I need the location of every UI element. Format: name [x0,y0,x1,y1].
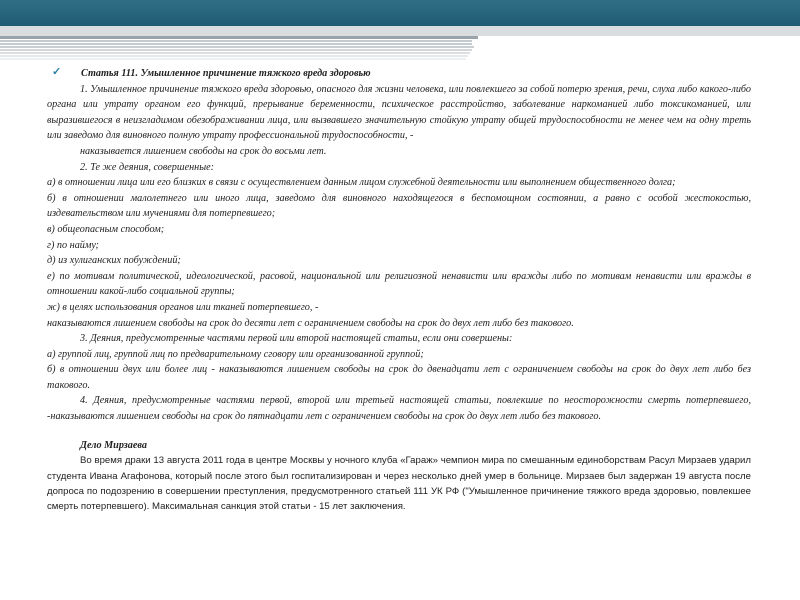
paragraph: 3. Деяния, предусмотренные частями первой или второй настоящей статьи, если они совершены: [80,333,513,345]
header-band [0,0,800,26]
paragraph: ж) в целях использования органов или тканей потерпевшего, - [47,301,319,313]
paragraph: а) в отношении лица или его близких в связи с осуществлением данным лицом служебной деятельности или выполнением общественного долга; [47,177,676,189]
case-title: Дело Мирзаева [80,439,147,451]
paragraph: а) группой лиц, группой лиц по предварительному сговору или организованной группой; [47,348,424,360]
paragraph: наказывается лишением свободы на срок до восьми лет. [80,145,327,157]
paragraph: 4. Деяния, предусмотренные частями первой, второй или третьей настоящей статьи, повлекшие по неосторожности смерть потерпевшего, -наказываются лишением свободы на срок до пятнадцати лет с ограничением свободы на срок до двух лет либо без такового. [47,395,751,423]
decorative-stripes [0,26,800,66]
paragraph: 2. Те же деяния, совершенные: [80,161,215,173]
paragraph: б) в отношении двух или более лиц - наказываются лишением свободы на срок до двенадцати лет с ограничением свободы на срок до двух лет либо без такового. [47,364,751,391]
slide-content [47,66,751,515]
paragraph: 1. Умышленное причинение тяжкого вреда здоровью, опасного для жизни человека, или повлекшего за собой потерю зрения, речи, слуха либо какого-либо органа или утрату органом его функций, прерывание беременности, психическое расстройство, заболевание наркоманией либо токсикоманией, или выразившегося в неизгладимом обезображивании лица, или вызвавшего значительную стойкую утрату общей трудоспособности не менее чем на одну треть или заведомо для виновного полную утрату профессиональной трудоспособности, - [47,83,751,142]
paragraph: б) в отношении малолетнего или иного лица, заведомо для виновного находящегося в беспомощном состоянии, а равно с особой жестокостью, издевательством или мучениями для потерпевшего; [47,192,751,220]
paragraph: е) по мотивам политической, идеологической, расовой, национальной или религиозной ненависти или вражды либо по мотивам ненависти или вражды в отношении какой-либо социальной группы; [47,270,751,298]
slide-title-row [47,66,751,82]
paragraph: г) по найму; [47,239,99,251]
paragraph: наказываются лишением свободы на срок до десяти лет с ограничением свободы на срок до двух лет либо без такового. [47,317,574,329]
slide-title: Статья 111. Умышленное причинение тяжкого вреда здоровью [81,68,371,79]
paragraph: д) из хулиганских побуждений; [47,255,181,267]
paragraph: в) общеопасным способом; [47,223,165,235]
check-mark-icon: ✓ [52,66,62,78]
case-text: Во время драки 13 августа 2011 года в центре Москвы у ночного клуба «Гараж» чемпион мира по смешанным единоборствам Расул Мирзаев ударил студента Ивана Агафонова, который после этого был госпитализирован и через несколько дней умер в больнице. Мирзаев был задержан 19 августа после допроса по подозрению в совершении преступления, предусмотренного статьей 111 УК РФ ("Умышленное причинение тяжкого вреда здоровью, повлекшее смерть потерпевшего). Максимальная санкция этой статьи - 15 лет заключения. [47,455,751,513]
